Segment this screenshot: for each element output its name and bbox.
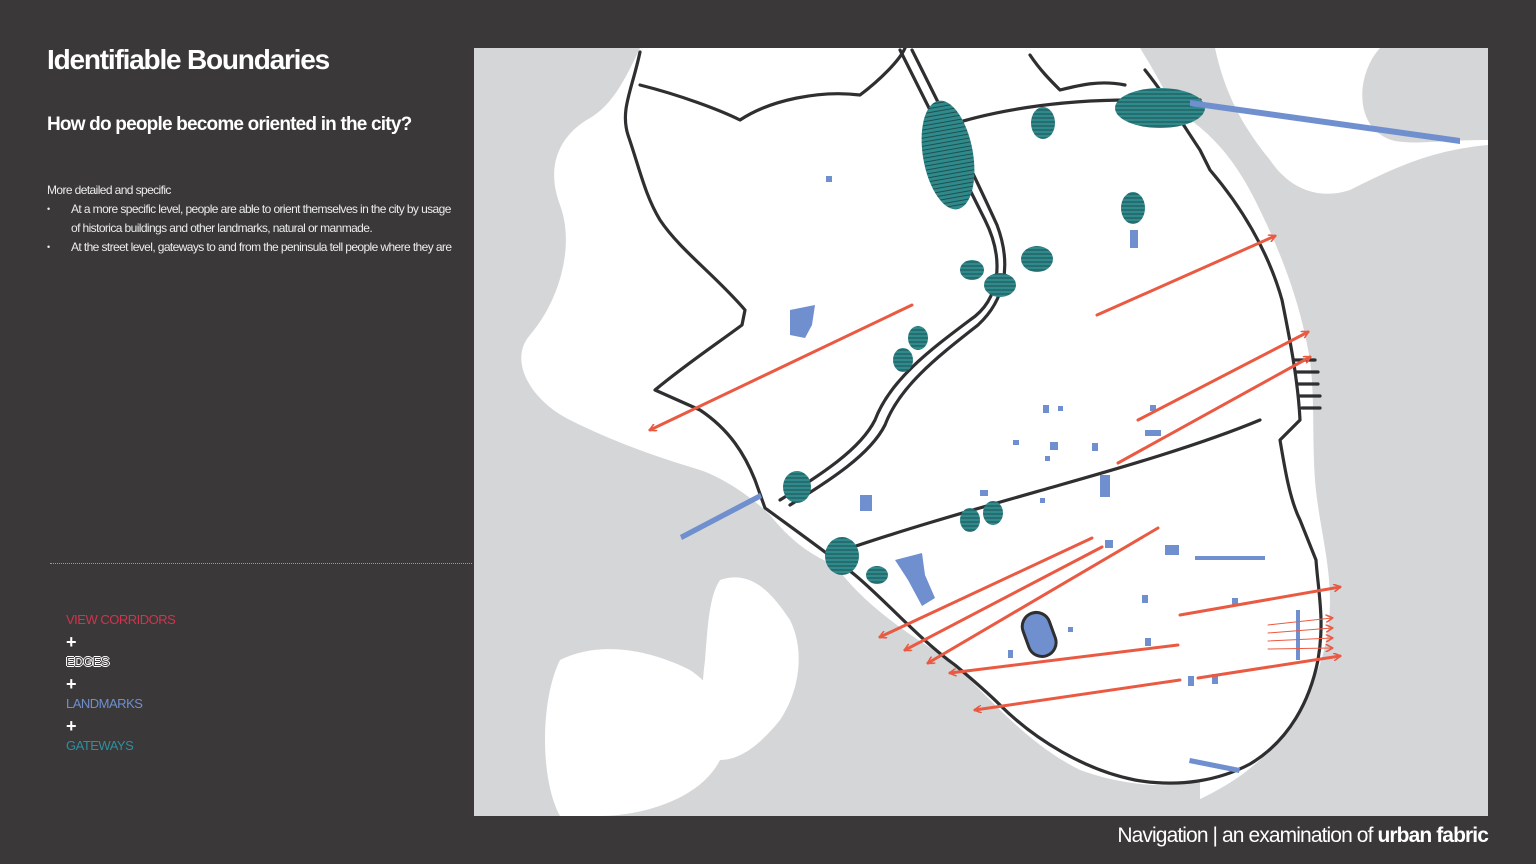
- legend-view-corridors: VIEW CORRIDORS: [66, 612, 176, 627]
- legend-gateways: GATEWAYS: [66, 738, 134, 753]
- landmark-small-10: [1045, 456, 1050, 461]
- landmark-small-20: [1145, 638, 1151, 646]
- landmark-small-15: [1105, 540, 1113, 548]
- gateway-west-1: [1021, 246, 1053, 272]
- landmark-small-6: [1145, 430, 1161, 436]
- footer-caption: [1117, 824, 1488, 848]
- landmark-small-2: [1130, 230, 1138, 248]
- footer-emphasis: urban fabric: [1377, 824, 1488, 847]
- description-lead: More detailed and specific: [47, 183, 171, 197]
- landmark-small-14: [1040, 498, 1045, 503]
- gateway-west-3: [960, 260, 984, 280]
- landmark-small-25: [1296, 610, 1300, 660]
- landmark-small-3: [1043, 405, 1049, 413]
- description-bullet: • At the street level, gateways to and from the peninsula tell people where they are: [47, 238, 457, 257]
- description-bullet: • At a more specific level, people are able to orient themselves in the city by usage of historica buildings and other landmarks, natural or manmade.: [47, 200, 457, 238]
- gateway-west-bridge: [783, 471, 811, 503]
- landmark-small-12: [860, 495, 872, 511]
- gateway-south-west-2: [866, 566, 888, 584]
- landmark-small-21: [1008, 650, 1013, 658]
- gateway-north-bridge: [1115, 88, 1205, 128]
- legend-landmarks: LANDMARKS: [66, 696, 143, 711]
- landmark-small-13: [980, 490, 988, 496]
- gateway-neck-1: [908, 326, 928, 350]
- map-legend: [66, 611, 175, 754]
- landmark-small-17: [1195, 556, 1265, 560]
- landmark-small-23: [1188, 676, 1194, 686]
- landmark-small-18: [1142, 595, 1148, 603]
- gateway-north-road: [1031, 107, 1055, 139]
- page-question: How do people become oriented in the city?: [47, 114, 412, 135]
- gateway-crosstown-1: [960, 508, 980, 532]
- gateway-crosstown-2: [983, 501, 1003, 525]
- legend-plus-icon: +: [66, 716, 77, 736]
- legend-edges: EDGES: [66, 654, 110, 669]
- landmark-small-4: [1058, 406, 1063, 411]
- map-svg: [474, 48, 1488, 816]
- landmark-small-11: [1100, 475, 1110, 497]
- legend-plus-icon: +: [66, 632, 77, 652]
- landmark-small-1: [826, 176, 832, 182]
- landmark-small-9: [1092, 443, 1098, 451]
- gateway-center-1: [1121, 192, 1145, 224]
- dotted-divider: [50, 563, 472, 564]
- landmark-small-22: [1068, 627, 1073, 632]
- landmark-small-16: [1165, 545, 1179, 555]
- landmark-small-7: [1013, 440, 1019, 445]
- gateway-south-west: [825, 537, 859, 575]
- description-list: [47, 200, 457, 257]
- gateway-west-2: [984, 273, 1016, 297]
- landmark-small-8: [1050, 442, 1058, 450]
- footer-prefix: Navigation | an examination of: [1117, 824, 1378, 847]
- description-block: [47, 181, 457, 257]
- gateway-neck-2: [893, 348, 913, 372]
- peninsula-map: [474, 48, 1488, 816]
- page-title: Identifiable Boundaries: [47, 44, 329, 75]
- legend-plus-icon: +: [66, 674, 77, 694]
